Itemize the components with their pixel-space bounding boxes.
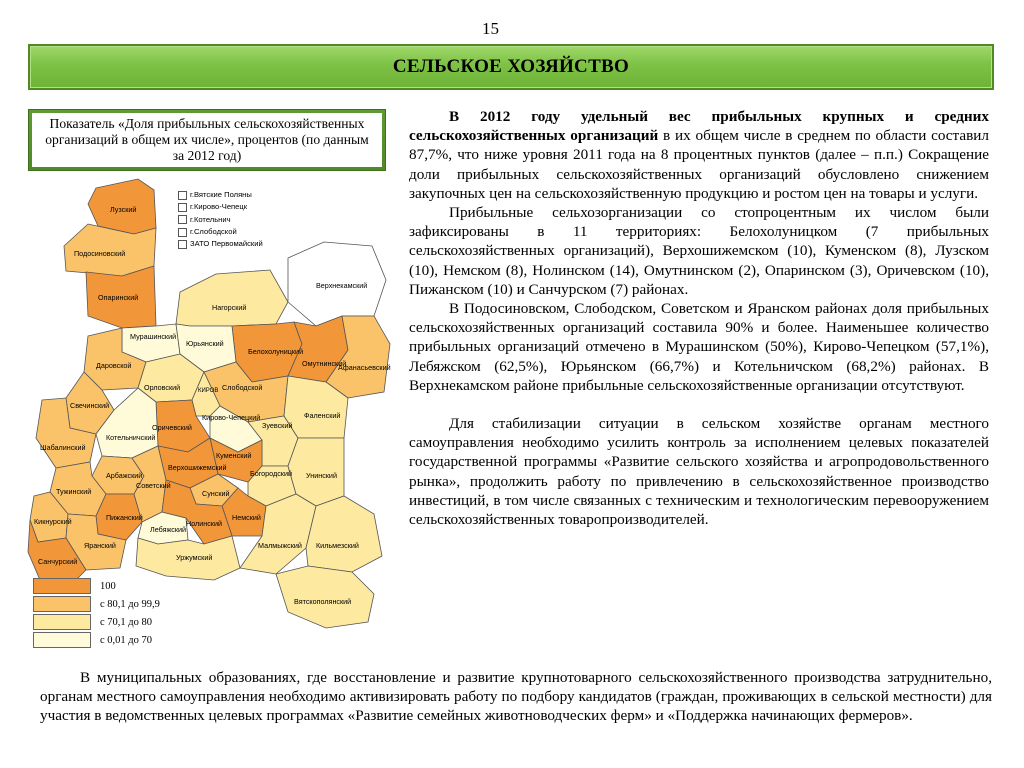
district-label: Малмыжский [258,541,302,550]
legend-label: с 70,1 до 80 [100,616,153,628]
district-label: Орловский [144,383,181,392]
paragraph: В муниципальных образованиях, где восстановление и развитие крупнотоварного сельскохозяйственного производства затруднительно, органам местного самоуправления необходимо активизировать работу по подбору кандидатов (граждан, проживающих в сельской местности) для участия в ведомственных целевых программах «Развитие семейных животноводческих ферм» и «Поддержка начинающих фермеров». [40,669,992,725]
district-label: Кильмезский [316,541,359,550]
paragraph-lead: В 2012 году удельный вес прибыльных крупных и средних сельскохозяйственных организаций [409,108,989,145]
district-label: Санчурский [38,557,78,566]
paragraph [409,107,989,203]
district-label: Уржумский [176,553,213,562]
district-label: Шабалинский [40,443,86,452]
map-legend [33,577,160,649]
paragraph: Прибыльные сельхозорганизации со стопроцентным их числом были зафиксированы в 11 территориях: Белохолуницком (7 прибыльных сельскохозяйственных организаций), Верхошижемском (10), Куменском (8), Лузском (10), Немском (8), Нолинском (14), Омутнинском (2), Опаринском (3), Оричевском (10), Пижанском (10) и Санчурском (7) районах. [409,204,989,298]
legend-swatch [33,596,91,612]
district-label: Оричевский [152,423,192,432]
analysis-text [409,107,989,529]
district-label: Котельничский [106,433,156,442]
district-label: Омутнинский [302,359,347,368]
district-label: Нолинский [186,519,222,528]
district-label: Унинский [306,471,337,480]
district-label: Тужинский [56,487,92,496]
city-item [178,189,263,201]
district-label: Подосиновский [74,249,126,258]
district-label: Арбажский [106,471,143,480]
city-list [178,189,263,250]
section-title: СЕЛЬСКОЕ ХОЗЯЙСТВО [392,56,630,77]
district-label: Нагорский [212,303,247,312]
bottom-text [40,668,992,726]
legend-label: 100 [100,580,116,592]
district-label: Яранский [84,541,116,550]
city-marker [178,203,187,212]
district-nagorsky [176,270,288,326]
indicator-box [28,109,386,171]
city-name: г.Котельнич [190,214,231,224]
city-marker [178,240,187,249]
city-marker [178,191,187,200]
legend-label: с 80,1 до 99,9 [100,598,160,610]
city-item [178,214,263,226]
district-label: Зуевский [262,421,293,430]
district-kilmezsky [306,496,382,572]
page-number: 15 [482,19,499,38]
city-name: г.Кирово-Чепецк [190,202,248,212]
district-label: Кикнурский [34,517,72,526]
district-label: Куменский [216,451,252,460]
legend-swatch [33,578,91,594]
legend-label: с 0,01 до 70 [100,634,153,646]
legend-row [33,595,160,613]
city-item [178,201,263,213]
paragraph: В Подосиновском, Слободском, Советском и Яранском районах доля прибыльных сельскохозяйственных организаций составила 90% и более. Наименьшее количество прибыльных организаций отмечено в Мурашинском (50%), Кирово-Чепецком (57,1%), Лебяжском (62,5%), Юрьянском (66,7%) и Котельничском (68,2%) районах. В Верхнекамском районе прибыльные сельскохозяйственные организации отсутствуют. [409,300,989,394]
city-item [178,226,263,238]
district-label: Советский [136,481,171,490]
city-item [178,238,263,250]
district-label: Слободской [222,383,263,392]
city-name: г.Вятские Поляны [190,190,252,199]
city-name: ЗАТО Первомайский [190,239,263,249]
paragraph: Для стабилизации ситуации в сельском хозяйстве органам местного самоуправления необходимо усилить контроль за исполнением целевых показателей государственной программы «Развитие сельского хозяйства и агропродовольственного рынка», продолжить работу по привлечению в сельскохозяйственное производство инвестиций, в том числе связанных с техническим и технологическим перевооружением сельскохозяйственных товаропроизводителей. [409,415,989,529]
district-label: Лузский [110,205,137,214]
district-label: Немский [232,513,261,522]
district-label: Даровской [96,361,132,370]
city-marker [178,228,187,237]
city-marker [178,215,187,224]
district-label: Кирово-Чепецкий [202,413,261,422]
district-label: Лебяжский [150,525,187,534]
district-label: Вятскополянский [294,597,352,606]
legend-row [33,577,160,595]
legend-swatch [33,632,91,648]
district-label: Верхнекамский [316,281,368,290]
legend-swatch [33,614,91,630]
district-label: Юрьянский [186,339,224,348]
district-label: Белохолуницкий [248,347,304,356]
district-label: Фаленский [304,411,341,420]
district-label: Афанасьевский [338,363,391,372]
district-label: Верхошижемский [168,463,227,472]
district-label: Сунский [202,489,230,498]
legend-row [33,631,160,649]
section-banner [28,44,994,90]
district-label: Пижанский [106,513,143,522]
legend-row [33,613,160,631]
district-label: Мурашинский [130,332,177,341]
indicator-caption: Показатель «Доля прибыльных сельскохозяйственных организаций в общем их числе», процентов (по данным за 2012 год) [32,113,382,167]
district-label: КИРОВ [198,388,219,394]
district-label: Свечинский [70,401,110,410]
district-label: Богородский [250,469,292,478]
district-label: Опаринский [98,293,139,302]
city-name: г.Слободской [190,226,237,236]
paragraph-rest: в их общем числе в среднем по области составил 87,7%, что ниже уровня 2011 года на 8 процентных пунктов (далее – п.п.) Сокращение доли прибыльных сельскохозяйственных организаций обусловлено снижением закупочных цен на сельскохозяйственную продукцию и ростом цен на товары и услуги. [409,127,989,202]
